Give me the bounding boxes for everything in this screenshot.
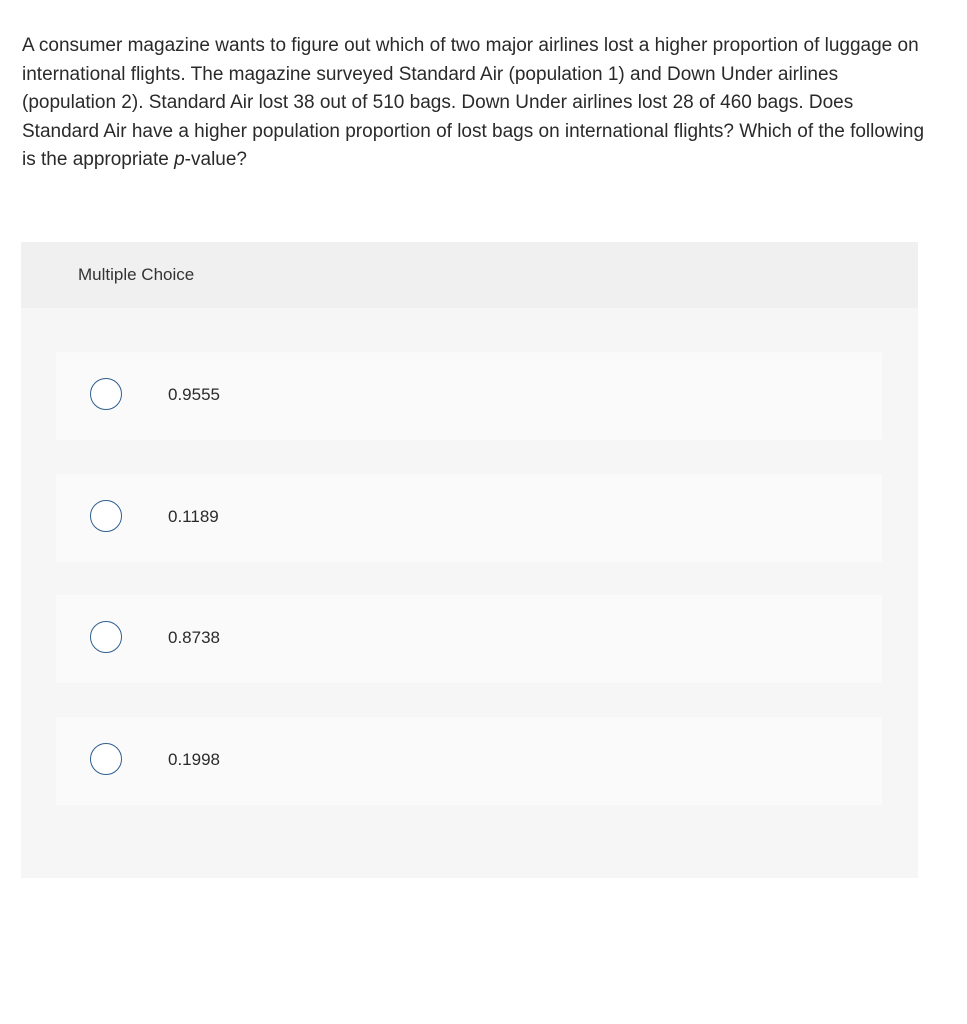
multiple-choice-header [21,242,918,308]
radio-button-icon[interactable] [90,621,122,653]
answer-option-2[interactable] [56,474,882,562]
radio-button-icon[interactable] [90,378,122,410]
answer-option-label: 0.8738 [168,628,220,647]
p-variable: p [174,149,185,170]
answer-option-label: 0.9555 [168,385,220,404]
multiple-choice-panel [21,242,918,878]
answer-option-1[interactable] [56,352,882,440]
answer-option-4[interactable] [56,717,882,805]
answer-option-label: 0.1189 [168,507,219,526]
question-text [22,32,927,175]
multiple-choice-title: Multiple Choice [78,265,195,284]
answer-option-3[interactable] [56,595,882,683]
question-text-body: A consumer magazine wants to figure out which of two major airlines lost a higher proportion of luggage on international flights. The magazine surveyed Standard Air (population 1) and Down Under airlines (population 2). Standard Air lost 38 out of 510 bags. Down Under airlines lost 28 of 460 bags. Does Standard Air have a higher population proportion of lost bags on international flights? Which of the following is the appropriate [22,35,925,170]
answer-option-label: 0.1998 [168,750,220,769]
question-text-end: -value? [184,149,247,170]
radio-button-icon[interactable] [90,500,122,532]
radio-button-icon[interactable] [90,743,122,775]
